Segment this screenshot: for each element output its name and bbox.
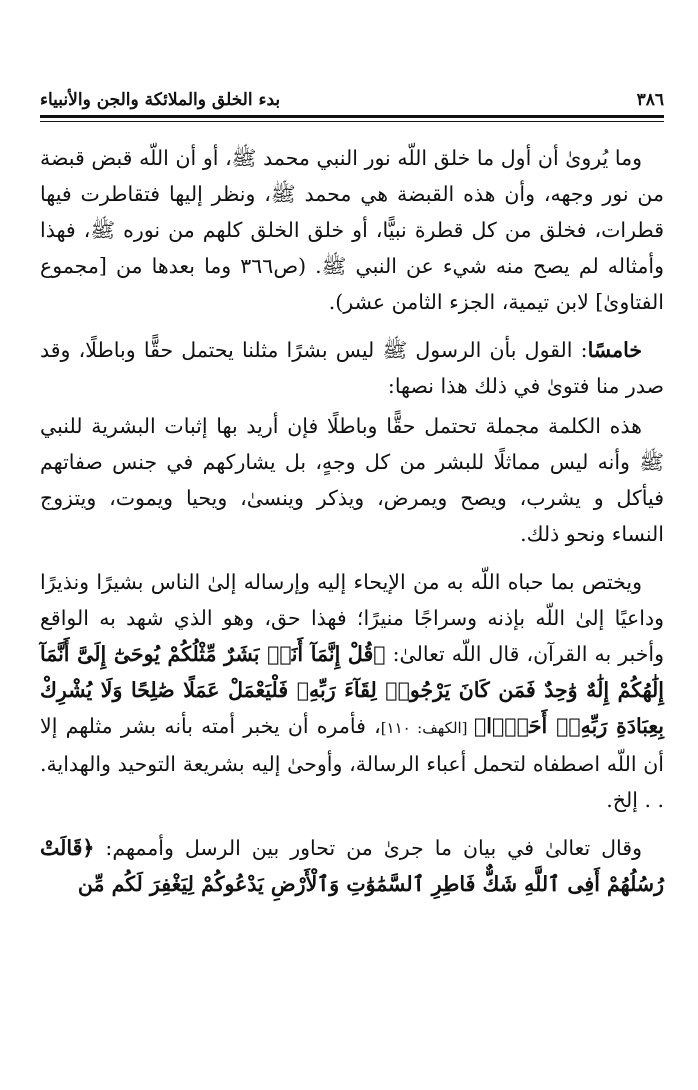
paragraph-3 bbox=[40, 408, 664, 552]
header-rule-thin bbox=[40, 121, 664, 122]
paragraph-2-lead: خامسًا bbox=[587, 338, 642, 362]
paragraph-2-text: : القول بأن الرسول ﷺ ليس بشرًا مثلنا يحتمل حقًّا وباطلًا، وقد صدر منا فتوىٰ في ذلك هذا نصها: bbox=[40, 338, 664, 398]
verse-reference-1: [الكهف: ١١٠] bbox=[380, 719, 474, 737]
quran-verse-1: ﴿قُلْ إِنَّمَآ أَنَا۠ بَشَرٌ مِّثْلُكُمْ يُوحَىٰٓ إِلَىَّ أَنَّمَآ إِلَٰهُكُمْ إِلَٰهٌ وَٰحِدٌ فَمَن كَانَ يَرْجُوا۟ لِقَآءَ رَبِّهِۦ فَلْيَعْمَلْ عَمَلًا صَٰلِحًا وَلَا يُشْرِكْ بِعِبَادَةِ رَبِّهِۦٓ أَحَدًۢا﴾ bbox=[40, 642, 664, 738]
chapter-title: بدء الخلق والملائكة والجن والأنبياء bbox=[40, 90, 281, 110]
body-text bbox=[40, 140, 664, 914]
paragraph-4-text-a: ويختص بما حباه اللّه به من الإيحاء إليه وإرساله إلىٰ الناس بشيرًا ونذيرًا وداعيًا إلىٰ اللّه بإذنه وسراجًا منيرًا؛ فهذا حق، وهو الذي شهد به الواقع وأخبر به القرآن، قال اللّه تعالىٰ: bbox=[40, 570, 664, 666]
quran-verse-2: ﴿قَالَتْ رُسُلُهُمْ أَفِى ٱللَّهِ شَكٌّ فَاطِرِ ٱلسَّمَٰوَٰتِ وَٱلْأَرْضِ يَدْعُوكُمْ لِيَغْفِرَ لَكُم مِّن bbox=[40, 836, 664, 896]
paragraph-5-text-a: وقال تعالىٰ في بيان ما جرىٰ من تحاور بين الرسل وأممهم: bbox=[94, 836, 642, 860]
paragraph-4 bbox=[40, 564, 664, 818]
paragraph-1 bbox=[40, 140, 664, 320]
paragraph-2 bbox=[40, 332, 664, 404]
paragraph-4-text-b: ، فأمره أن يخبر أمته بأنه بشر مثلهم إلا أن اللّه اصطفاه لتحمل أعباء الرسالة، وأوحىٰ إليه بشريعة التوحيد والهداية. . . إلخ. bbox=[40, 714, 664, 812]
paragraph-1-text: وما يُروىٰ أن أول ما خلق اللّه نور النبي محمد ﷺ، أو أن اللّه قبض قبضة من نور وجهه، وأن هذه القبضة هي محمد ﷺ، ونظر إليها فتقاطرت فيها قطرات، فخلق من كل قطرة نبيًّا، أو خلق الخلق كلهم من نوره ﷺ، فهذا وأمثاله لم يصح منه شيء عن النبي ﷺ. (ص٣٦٦ وما بعدها من [مجموع الفتاوىٰ] لابن تيمية، الجزء الثامن عشر). bbox=[40, 146, 665, 314]
page-number: ٣٨٦ bbox=[636, 90, 664, 110]
header-rule-thick bbox=[40, 115, 664, 118]
page-header bbox=[40, 80, 664, 110]
paragraph-3-text: هذه الكلمة مجملة تحتمل حقًّا وباطلًا فإن أريد بها إثبات البشرية للنبي ﷺ وأنه ليس مماثلًا للبشر من كل وجهٍ، بل يشاركهم في جنس صفاتهم فيأكل و يشرب، ويصح ويمرض، ويذكر وينسىٰ، ويحيا ويموت، ويتزوج النساء ونحو ذلك. bbox=[40, 414, 664, 546]
paragraph-5 bbox=[40, 830, 664, 902]
